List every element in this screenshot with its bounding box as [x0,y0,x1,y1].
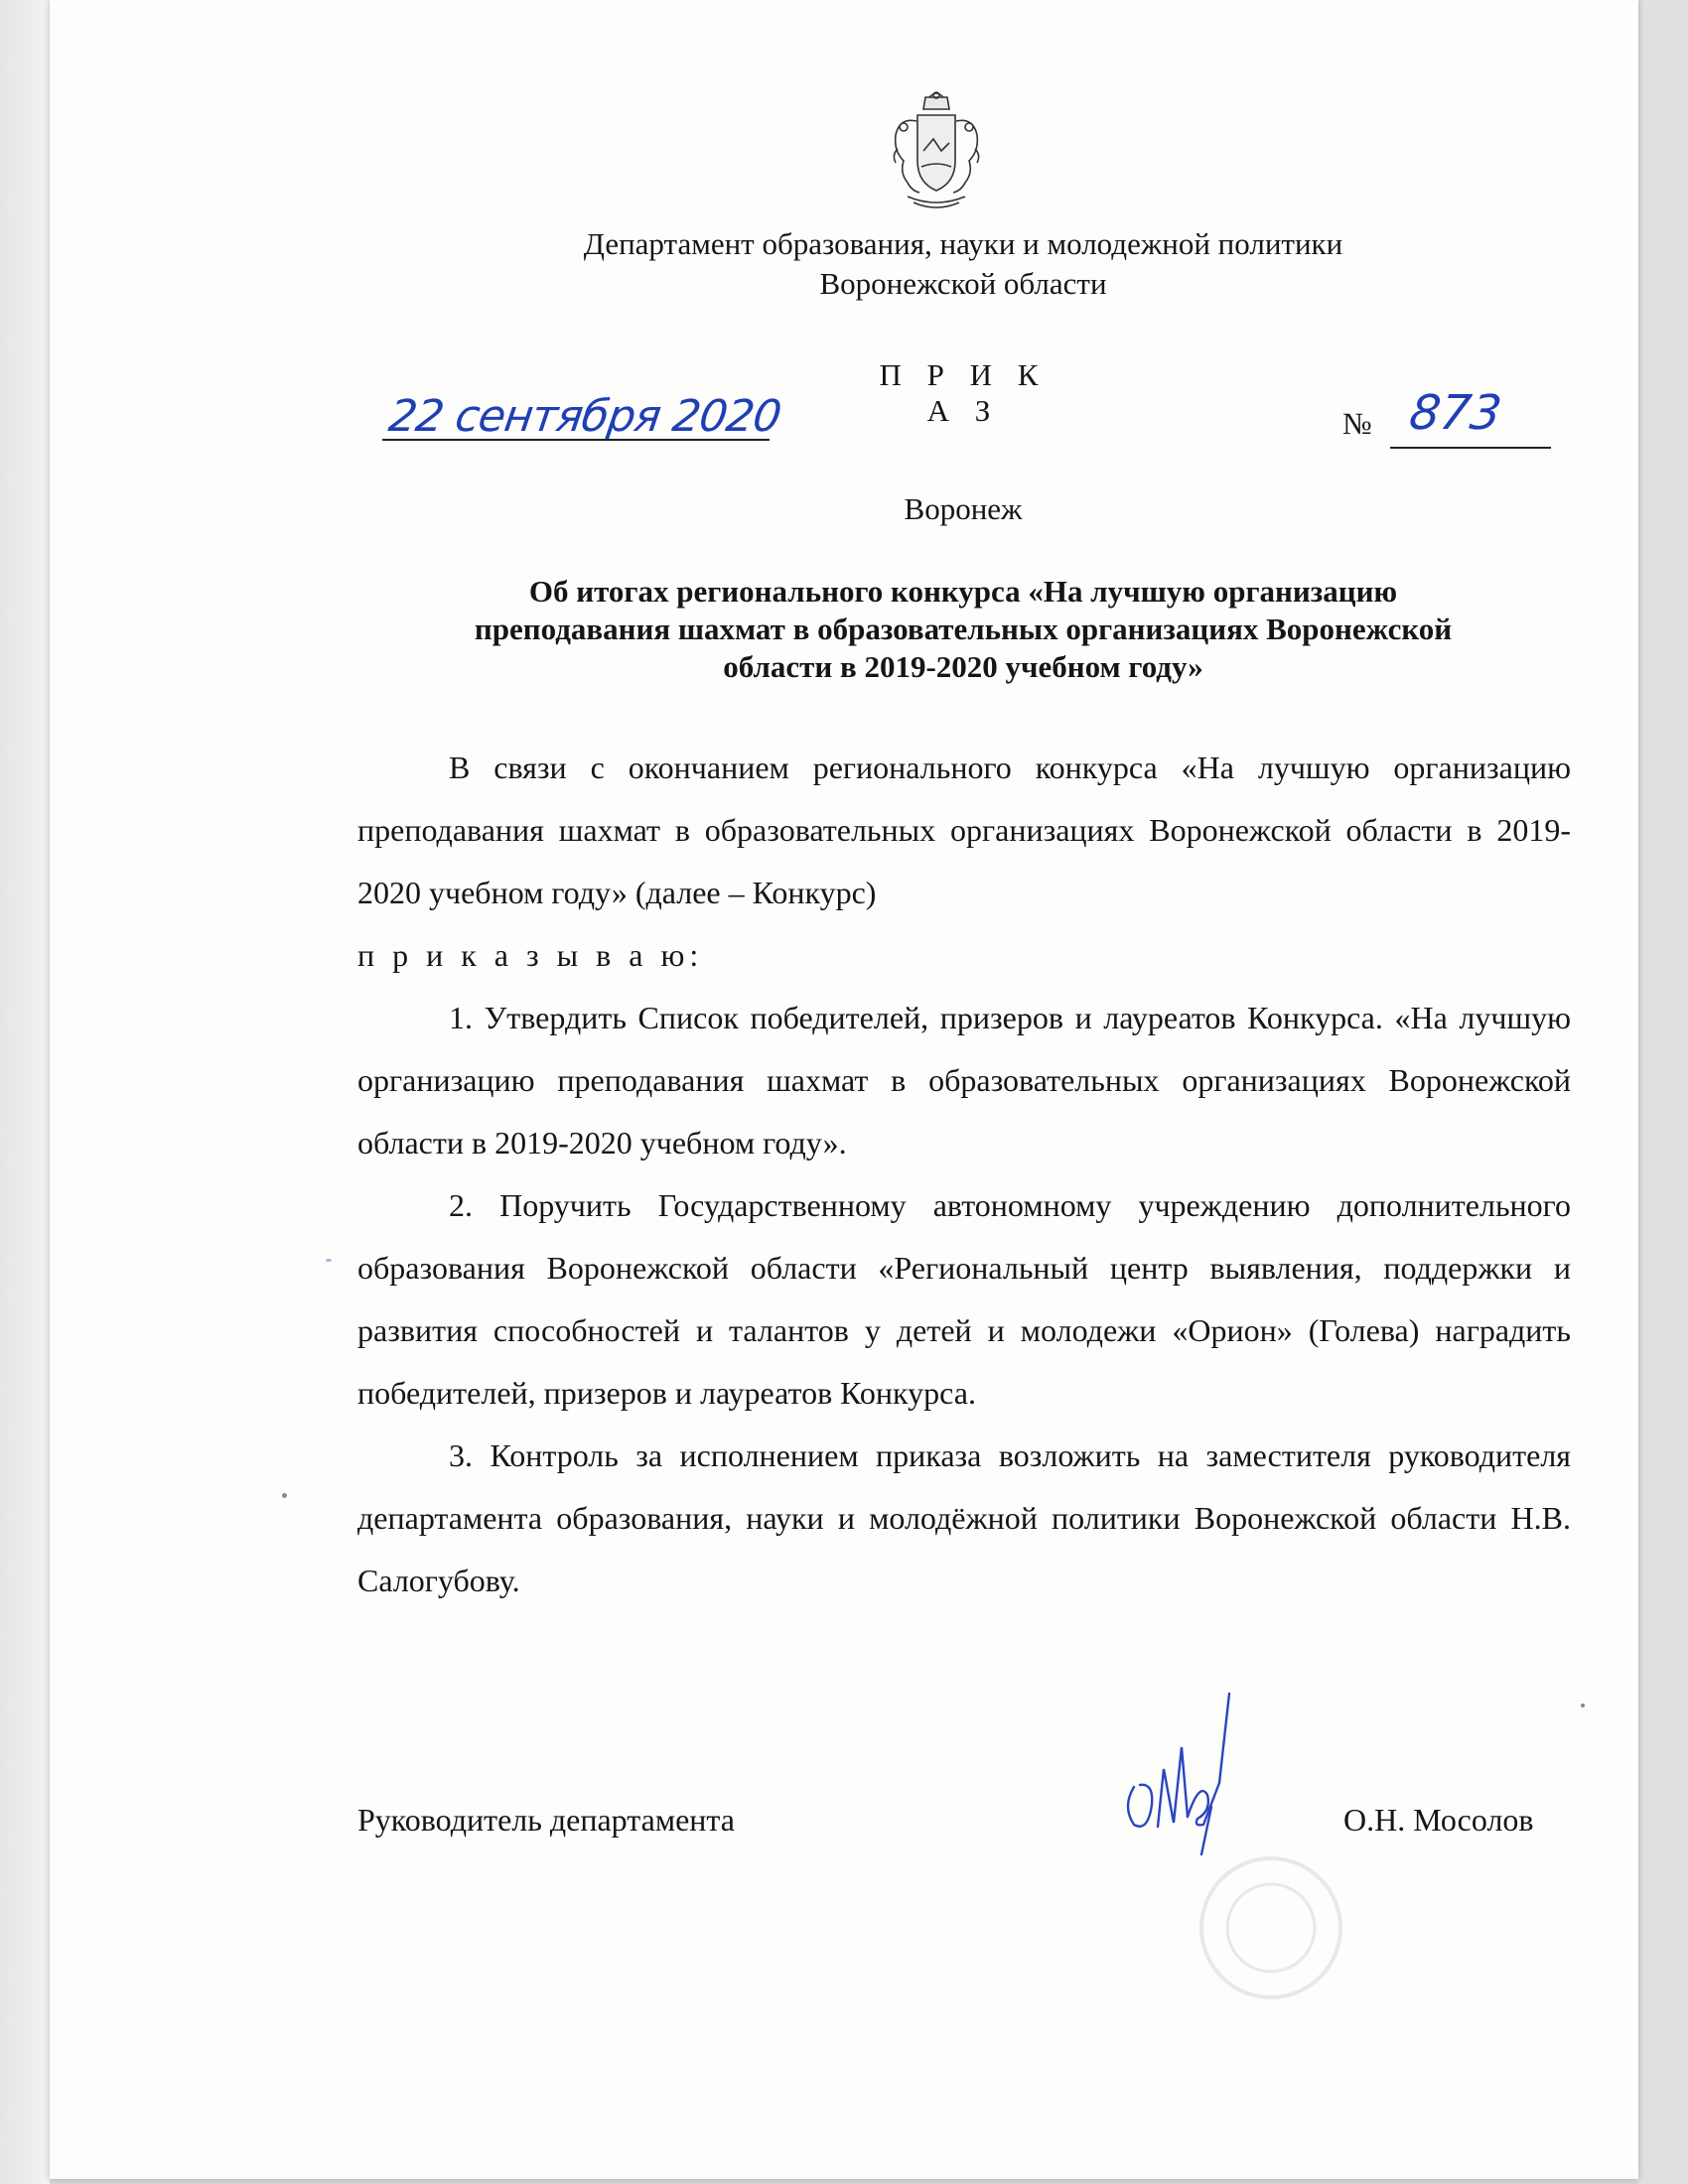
order-item-3: 3. Контроль за исполнением приказа возложить на заместителя руководителя департамента образования, науки и молодёжной политики Воронежской области Н.В. Салогубову. [357,1437,1571,1598]
order-city: Воронеж [904,491,1023,526]
order-word: п р и к а з ы в а ю: [357,937,704,973]
order-subject [377,573,1549,686]
scan-speck [1581,1704,1585,1707]
subject-line-1: Об итогах регионального конкурса «На лучшую организацию [528,574,1398,609]
signatory-name: О.Н. Мосолов [1343,1802,1534,1838]
signatory-role: Руководитель департамента [357,1802,735,1838]
number-underline [1390,447,1551,449]
order-body [357,737,1571,1612]
order-item-1: 1. Утвердить Список победителей, призеров и лауреатов Конкурса. «На лучшую организацию преподавания шахмат в образовательных организациях Воронежской области в 2019-2020 учебном году». [357,1000,1571,1160]
date-underline [382,439,770,441]
handwritten-signature-icon [1112,1688,1241,1856]
order-number-label: № [1342,406,1372,441]
intro-paragraph: В связи с окончанием регионального конкурса «На лучшую организацию преподавания шахмат в образовательных организациях Воронежской области в 2019-2020 учебном году» (далее – Конкурс) [357,750,1571,910]
scan-margin-left [0,0,50,2184]
scan-margin-right [1638,0,1688,2184]
department-line-2: Воронежской области [819,266,1107,301]
order-item-2: 2. Поручить Государственному автономному учреждению дополнительного образования Воронежской области «Региональный центр выявления, поддержки и развития способностей и талантов у детей и молодежи «Орион» (Голева) наградить победителей, призеров и лауреатов Конкурса. [357,1187,1571,1411]
subject-line-2: преподавания шахмат в образовательных организациях Воронежской [474,612,1453,646]
coat-of-arms-icon [890,91,983,212]
order-date-handwritten: 22 сентября 2020 [385,391,784,442]
faint-stamp-icon [1192,1839,1350,2017]
department-heading [467,224,1460,304]
order-number-handwritten: 873 [1406,385,1505,441]
scan-speck [326,1259,332,1262]
scan-speck [282,1493,287,1498]
department-line-1: Департамент образования, науки и молодежной политики [583,226,1343,261]
subject-line-3: области в 2019-2020 учебном году» [723,649,1203,684]
order-title: П Р И К А З [879,357,1048,428]
